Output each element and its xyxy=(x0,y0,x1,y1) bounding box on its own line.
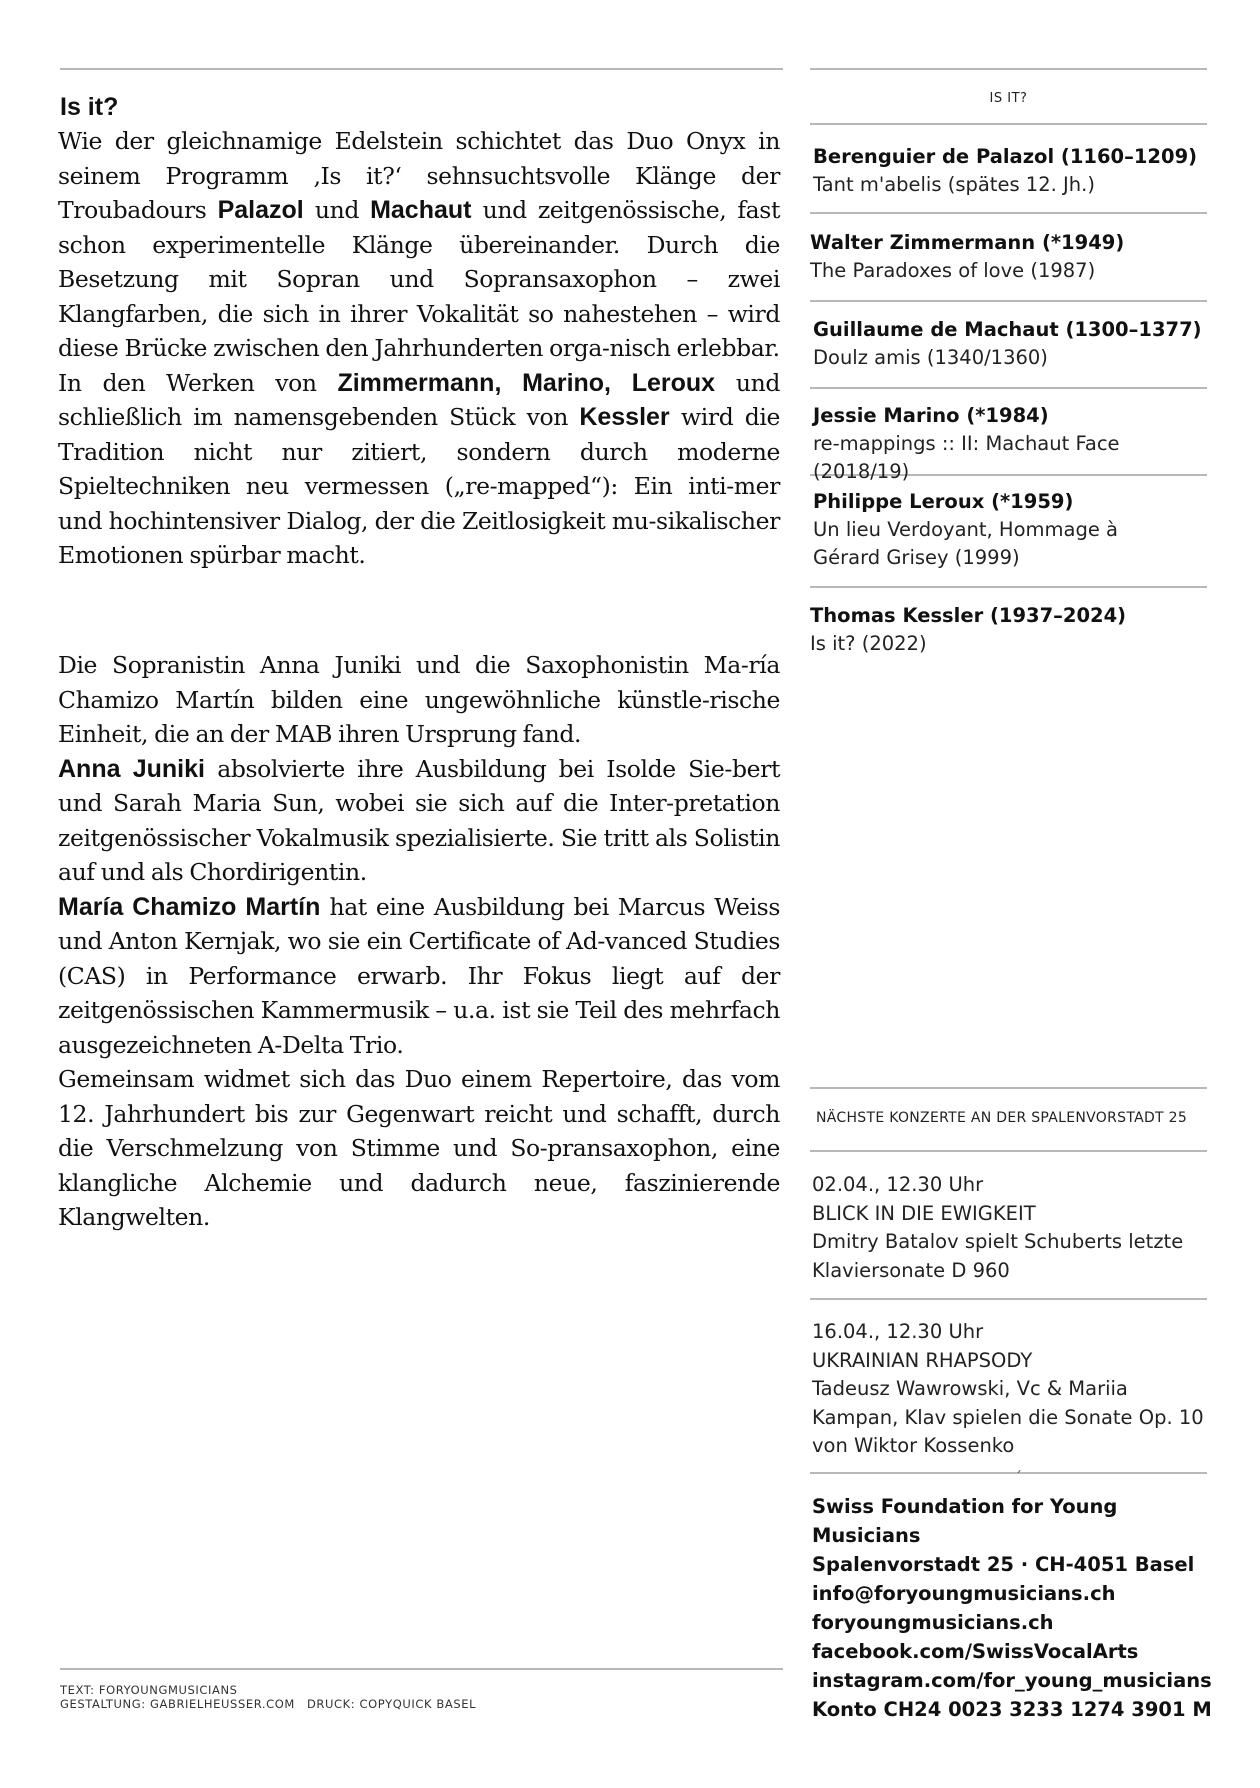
bank-account: Konto CH24 0023 3233 1274 3901 M xyxy=(812,1698,1212,1721)
program-piece xyxy=(813,488,1173,572)
footer-rule xyxy=(60,1668,783,1670)
concert-item xyxy=(812,1171,1212,1285)
concert-title: BLICK IN DIE EWIGKEIT xyxy=(812,1201,1036,1225)
piece-composer: Thomas Kessler (1937–2024) xyxy=(810,604,1127,627)
piece-composer: Jessie Marino (*1984) xyxy=(813,404,1049,427)
facebook-link[interactable]: facebook.com/SwissVocalArts xyxy=(812,1640,1139,1663)
program-piece xyxy=(813,316,1213,372)
piece-divider xyxy=(810,212,1207,214)
piece-work: Tant m'abelis (spätes 12. Jh.) xyxy=(813,173,1095,196)
body-text-run: und xyxy=(303,196,371,224)
website-link[interactable]: foryoungmusicians.ch xyxy=(812,1611,1054,1634)
paragraph-duo xyxy=(58,648,780,752)
body-text-run: absolvierte ihre Ausbildung bei Isolde Sie-bert und Sarah Maria Sun, wobei sie sich auf die Inter-pretation zeitgenössischer Vokalmusik spezialisierte. Sie tritt als Solistin auf und als Chordirigentin. xyxy=(58,754,780,886)
piece-composer: Philippe Leroux (*1959) xyxy=(813,490,1074,513)
body-text-run: und schließlich im namensgebenden Stück von xyxy=(58,368,781,431)
program-piece xyxy=(813,143,1213,199)
next-concerts-heading: NÄCHSTE KONZERTE AN DER SPALENVORSTADT 25 xyxy=(816,1110,1188,1126)
bio-text xyxy=(58,648,780,1235)
body-text-run: Die Sopranistin Anna Juniki und die Saxophonistin Ma-ría Chamizo Martín bilden eine ungewöhnliche künstle-rische Einheit, die an der MAB ihren Ursprung fand. xyxy=(58,651,780,748)
next-concerts-heading-rule xyxy=(810,1150,1207,1152)
concert-description: Tadeusz Wawrowski, Vc & Mariia Kampan, Klav spielen die Sonate Op. 10 von Wiktor Kossenko xyxy=(812,1377,1204,1457)
concert-date: 02.04., 12.30 Uhr xyxy=(812,1173,984,1196)
highlighted-name: Palazol xyxy=(217,196,304,224)
top-rule-right xyxy=(810,68,1207,70)
email-link[interactable]: info@foryoungmusicians.ch xyxy=(812,1582,1116,1605)
text-credit: TEXT: FORYOUNGMUSICIANS xyxy=(60,1683,238,1697)
piece-divider xyxy=(810,586,1207,588)
piece-work: Is it? (2022) xyxy=(810,632,927,655)
concert-divider xyxy=(810,1298,1207,1300)
intro-text xyxy=(58,124,780,573)
body-text-run: Gemeinsam widmet sich das Duo einem Repertoire, das vom 12. Jahrhundert bis zur Gegenwart reicht und schafft, durch die Verschmelzung von Stimme und So-pransaxophon, eine klangliche Alchemie und dadurch neue, faszinierende Klangwelten. xyxy=(58,1065,780,1231)
address: Spalenvorstadt 25 · CH-4051 Basel xyxy=(812,1553,1195,1576)
program-heading: IS IT? xyxy=(989,91,1028,106)
top-rule-left xyxy=(60,68,783,70)
body-text-run: hat eine Ausbildung bei Marcus Weiss und Anton Kernjak, wo sie ein Certificate of Ad-vanced Studies (CAS) in Performance erwarb. Ihr Fokus liegt auf der zeitgenössischen Kammermusik – u.a. ist sie Teil des mehrfach ausgezeichneten A-Delta Trio. xyxy=(58,892,780,1059)
highlighted-name: Zimmermann, Marino, Leroux xyxy=(337,368,716,397)
piece-work: Doulz amis (1340/1360) xyxy=(813,346,1048,369)
concert-description: Dmitry Batalov spielt Schuberts letzte Klaviersonate D 960 xyxy=(812,1230,1184,1282)
footer-credits xyxy=(60,1683,476,1711)
highlighted-name: Machaut xyxy=(370,196,472,224)
body-text-run: und zeitgenössische, fast schon experimentelle Klänge übereinander. Durch die Besetzung mit Sopran und Sopransaxophon – zwei Klangfarben, die sich in ihrer Vokalität so nahestehen – wird diese Brücke zwischen den Jahrhunderten orga-nisch erlebbar. xyxy=(58,196,780,362)
highlighted-name: Kessler xyxy=(579,403,670,431)
body-text-run: Wie der gleichnamige Edelstein schichtet das Duo Onyx in seinem Programm ‚Is it?‘ sehnsuchtsvolle Klänge der Troubadours xyxy=(58,127,780,224)
next-concerts-top-rule xyxy=(810,1087,1207,1089)
design-credit: GESTALTUNG: GABRIELHEUSSER.COM xyxy=(60,1697,295,1711)
design-print-credit xyxy=(60,1697,476,1711)
page-title: Is it? xyxy=(60,93,119,121)
concert-divider xyxy=(810,1472,1207,1474)
piece-work: The Paradoxes of love (1987) xyxy=(810,259,1096,282)
piece-composer: Berenguier de Palazol (1160–1209) xyxy=(813,145,1198,168)
concert-title: UKRAINIAN RHAPSODY xyxy=(812,1348,1033,1372)
contact-block xyxy=(812,1492,1222,1724)
highlighted-name: María Chamizo Martín xyxy=(58,892,321,921)
paragraph-maria-chamizo xyxy=(58,890,780,1063)
paragraph-anna-juniki xyxy=(58,752,780,890)
piece-divider xyxy=(810,387,1207,389)
concert-date: 16.04., 12.30 Uhr xyxy=(812,1320,984,1343)
paragraph-works xyxy=(58,366,780,573)
piece-work: re-mappings :: II: Machaut Face (2018/19) xyxy=(813,432,1120,483)
paragraph-intro xyxy=(58,124,780,366)
highlighted-name: Anna Juniki xyxy=(58,754,205,783)
piece-work: Un lieu Verdoyant, Hommage à Gérard Grisey (1999) xyxy=(813,518,1118,569)
piece-composer: Walter Zimmermann (*1949) xyxy=(810,231,1125,254)
concert-item xyxy=(812,1318,1212,1461)
body-text-run: wird die Tradition nicht nur zitiert, sondern durch moderne Spieltechniken neu vermessen („re-mapped“): Ein inti-mer und hochintensiver Dialog, der die Zeitlosigkeit mu-sikalischer Emotionen spürbar macht. xyxy=(58,403,781,569)
program-piece xyxy=(810,602,1210,658)
program-piece xyxy=(813,402,1213,486)
instagram-link[interactable]: instagram.com/for_young_musicians xyxy=(812,1669,1212,1692)
body-text-run: In den Werken von xyxy=(58,368,338,397)
stray-mark: ´ xyxy=(1015,1470,1022,1486)
program-piece xyxy=(810,229,1210,285)
print-credit: DRUCK: COPYQUICK BASEL xyxy=(306,1697,477,1711)
paragraph-repertoire xyxy=(58,1062,780,1235)
piece-composer: Guillaume de Machaut (1300–1377) xyxy=(813,318,1202,341)
organization-name: Swiss Foundation for Young Musicians xyxy=(812,1495,1118,1547)
program-heading-rule xyxy=(810,123,1207,125)
piece-divider xyxy=(810,300,1207,302)
